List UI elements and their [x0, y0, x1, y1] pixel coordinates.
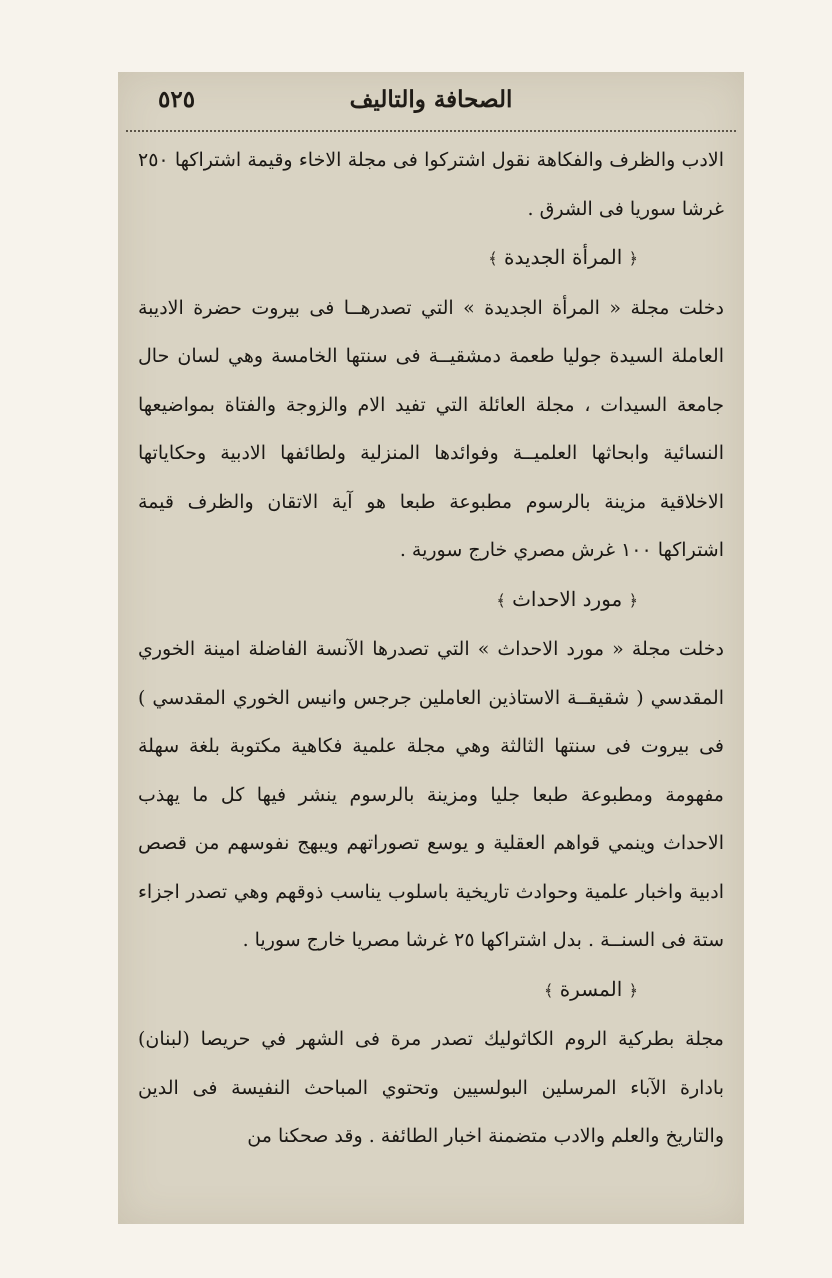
- running-title: الصحافة والتاليف: [349, 86, 513, 113]
- page-number: ٥٢٥: [158, 86, 196, 113]
- ornament-open-icon: ﴿: [628, 249, 638, 268]
- section-heading-masarra: [138, 965, 724, 1016]
- section-heading-new-woman: [138, 233, 724, 284]
- ornament-close-icon: ﴾: [543, 980, 554, 1000]
- heading-text: مورد الاحداث: [512, 586, 623, 611]
- book-page: [118, 72, 744, 1224]
- ornament-open-icon: ﴿: [628, 590, 638, 610]
- section-heading-youth-source: [138, 575, 724, 626]
- paragraph-youth-source: دخلت مجلة « مورد الاحداث » التي تصدرها الآنسة الفاضلة امينة الخوري المقدسي ( شقيقــة الاستاذين العاملين جرجس وانيس الخوري المقدسي ) فى بيروت فى سنتها الثالثة وهي مجلة علمية فكاهية مكتوبة بلغة سهلة مفهومة ومطبوعة طبعا جليا ومزينة بالرسوم ينشر فيها كل ما يهذب الاحداث وينمي قواهم العقلية و يوسع تصوراتهم ويبهج نفوسهم من قصص ادبية واخبار علمية وحوادث تاريخية باسلوب يناسب ذوقهم وهي تصدر اجزاء ستة فى السنــة . بدل اشتراكها ٢٥ غرشا مصريا خارج سوريا .: [138, 638, 724, 951]
- heading-text: المسرة: [559, 976, 623, 1001]
- paragraph-ikhaa: الادب والظرف والفكاهة نقول اشتركوا فى مجلة الاخاء وقيمة اشتراكها ٢٥٠ غرشا سوريا فى الشرق .: [138, 149, 724, 220]
- header-divider: [126, 130, 736, 132]
- ornament-close-icon: ﴾: [496, 590, 506, 610]
- ornament-open-icon: ﴿: [628, 980, 638, 1000]
- page-body: [138, 136, 724, 1161]
- heading-text: المرأة الجديدة: [504, 245, 623, 269]
- paragraph-masarra: مجلة بطركية الروم الكاثوليك تصدر مرة فى الشهر في حريصا (لبنان) بادارة الآباء المرسلين البولسيين وتحتوي المباحث النفيسة فى الدين والتاريخ والعلم والادب متضمنة اخبار الطائفة . وقد صحكنا من: [138, 1028, 724, 1147]
- running-header: [158, 86, 704, 122]
- ornament-close-icon: ﴾: [488, 249, 498, 268]
- paragraph-new-woman: دخلت مجلة « المرأة الجديدة » التي تصدرهــا فى بيروت حضرة الاديبة العاملة السيدة جوليا طعمة دمشقيــة فى سنتها الخامسة وهي لسان حال جامعة السيدات ، مجلة العائلة التي تفيد الام والزوجة والفتاة بمواضيعها النسائية وابحاثها العلميــة وفوائدها المنزلية ولطائفها الادبية وحكاياتها الاخلاقية مزينة بالرسوم مطبوعة طبعا هو آية الاتقان والظرف قيمة اشتراكها ١٠٠ غرش مصري خارج سورية .: [138, 296, 724, 561]
